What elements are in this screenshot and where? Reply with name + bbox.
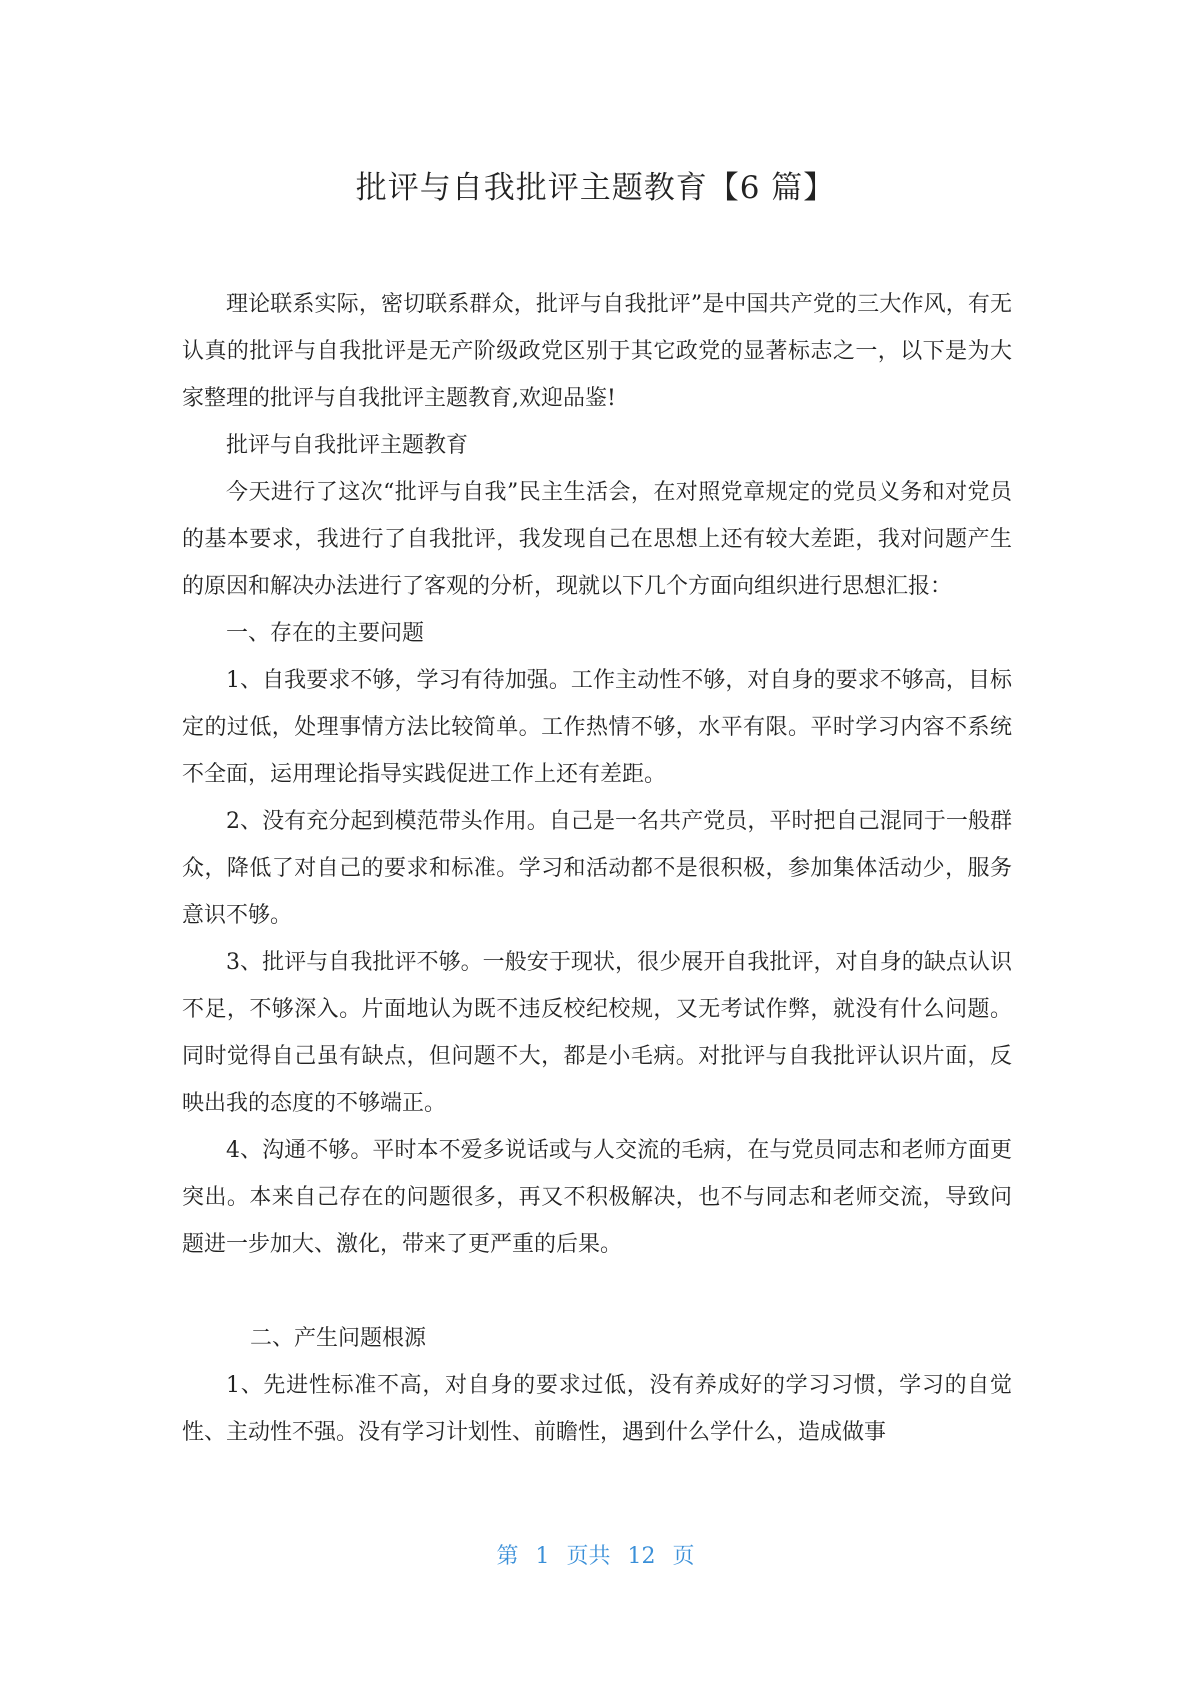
problem-item-4: 4、沟通不够。平时本不爱多说话或与人交流的毛病，在与党员同志和老师方面更突出。本来自己存在的问题很多，再又不积极解决，也不与同志和老师交流，导致问题进一步加大、激化，带来了更严重的后果。	[182, 1138, 1012, 1257]
heading-problem-roots: 二、产生问题根源	[250, 1326, 427, 1351]
problem-item-1: 1、自我要求不够，学习有待加强。工作主动性不够，对自身的要求不够高，目标定的过低，处理事情方法比较简单。工作热情不够，水平有限。平时学习内容不系统不全面，运用理论指导实践促进工作上还有差距。	[182, 668, 1012, 787]
document-title: 批评与自我批评主题教育【6 篇】	[355, 170, 836, 206]
heading-existing-problems: 一、存在的主要问题	[226, 621, 425, 646]
intro-paragraph: 理论联系实际，密切联系群众，批评与自我批评”是中国共产党的三大作风，有无认真的批评与自我批评是无产阶级政党区别于其它政党的显著标志之一，以下是为大家整理的批评与自我批评主题教育,欢迎品鉴!	[182, 292, 1012, 411]
page-number-footer: 第 1 页共 12 页	[496, 1544, 695, 1569]
root-item-1: 1、先进性标准不高，对自身的要求过低，没有养成好的学习习惯，学习的自觉性、主动性不强。没有学习计划性、前瞻性，遇到什么学什么，造成做事	[182, 1373, 1012, 1445]
paragraph-spacer	[182, 1268, 1012, 1315]
section-title: 批评与自我批评主题教育	[226, 433, 469, 458]
document-body	[182, 281, 1012, 1456]
opening-paragraph: 今天进行了这次“批评与自我”民主生活会，在对照党章规定的党员义务和对党员的基本要求，我进行了自我批评，我发现自己在思想上还有较大差距，我对问题产生的原因和解决办法进行了客观的分析，现就以下几个方面向组织进行思想汇报：	[182, 480, 1012, 599]
problem-item-3: 3、批评与自我批评不够。一般安于现状，很少展开自我批评，对自身的缺点认识不足，不够深入。片面地认为既不违反校纪校规，又无考试作弊，就没有什么问题。同时觉得自己虽有缺点，但问题不大，都是小毛病。对批评与自我批评认识片面，反映出我的态度的不够端正。	[182, 950, 1012, 1116]
problem-item-2: 2、没有充分起到模范带头作用。自己是一名共产党员，平时把自己混同于一般群众，降低了对自己的要求和标准。学习和活动都不是很积极，参加集体活动少，服务意识不够。	[182, 809, 1012, 928]
